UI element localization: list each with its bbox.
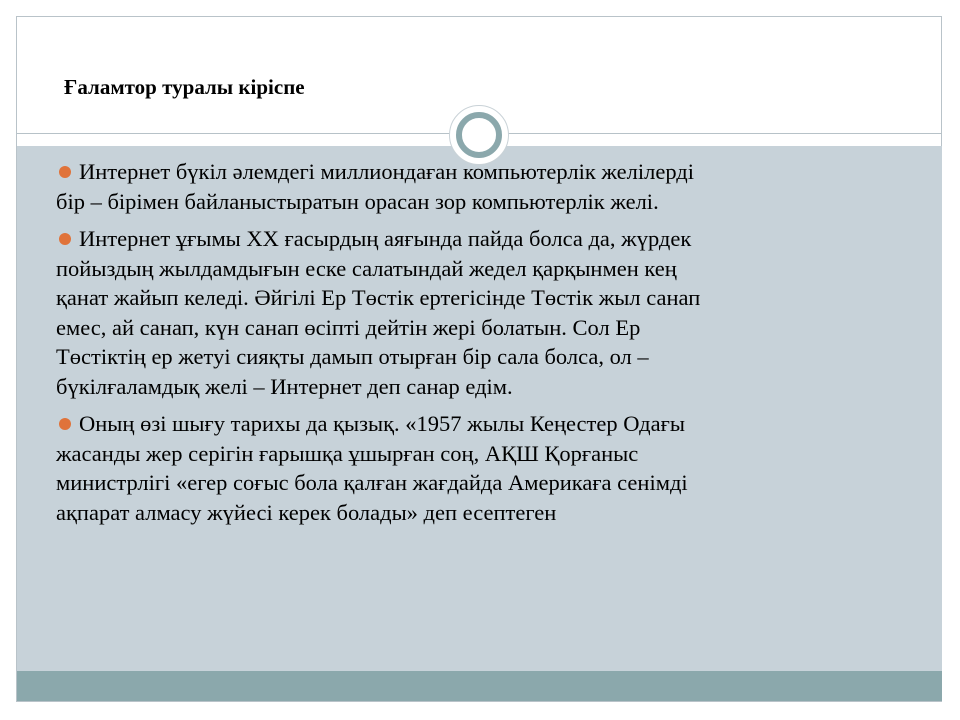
bullet-dot-icon <box>59 166 71 178</box>
bullet-line: бүкілғаламдық желі – Интернет деп санар едім. <box>56 373 513 399</box>
footer-band <box>17 671 942 701</box>
bullet-line: пойыздың жылдамдығын еске салатындай жедел қарқынмен кең <box>56 255 677 281</box>
bullet-line: бір – бірімен байланыстыратын орасан зор компьютерлік желі. <box>56 188 659 214</box>
bullet-line: Интернет бүкіл әлемдегі миллиондаған компьютерлік желілерді <box>79 159 694 184</box>
bullet-dot-icon <box>59 418 71 430</box>
bullet-line: Оның өзі шығу тарихы да қызық. «1957 жылы Кеңестер Одағы <box>79 411 685 436</box>
bullet-line: ақпарат алмасу жүйесі керек болады» деп есептеген <box>56 499 557 525</box>
bullet-dot-icon <box>59 233 71 245</box>
circle-ring-icon <box>456 112 502 158</box>
slide-title: Ғаламтор туралы кіріспе <box>64 75 305 99</box>
bullet-line: жасанды жер серігін ғарышқа ұшырған соң, АҚШ Қорғаныс <box>56 440 639 466</box>
bullet-item <box>56 409 926 527</box>
bullet-line: Төстіктің ер жетуі сияқты дамып отырған бір сала болса, ол – <box>56 344 649 369</box>
bullet-item <box>56 157 926 216</box>
bullet-line: Интернет ұғымы ХХ ғасырдың аяғында пайда болса да, жүрдек <box>79 226 692 251</box>
bullet-line: емес, ай санап, күн санап өсіпті дейтін жері болатын. Сол Ер <box>56 314 641 340</box>
slide-body <box>56 157 926 535</box>
bullet-line: қанат жайып келеді. Әйгілі Ер Төстік ертегісінде Төстік жыл санап <box>56 285 701 310</box>
bullet-item <box>56 224 926 401</box>
bullet-line: министрлігі «егер соғыс бола қалған жағдайда Америкаға сенімді <box>56 470 688 495</box>
